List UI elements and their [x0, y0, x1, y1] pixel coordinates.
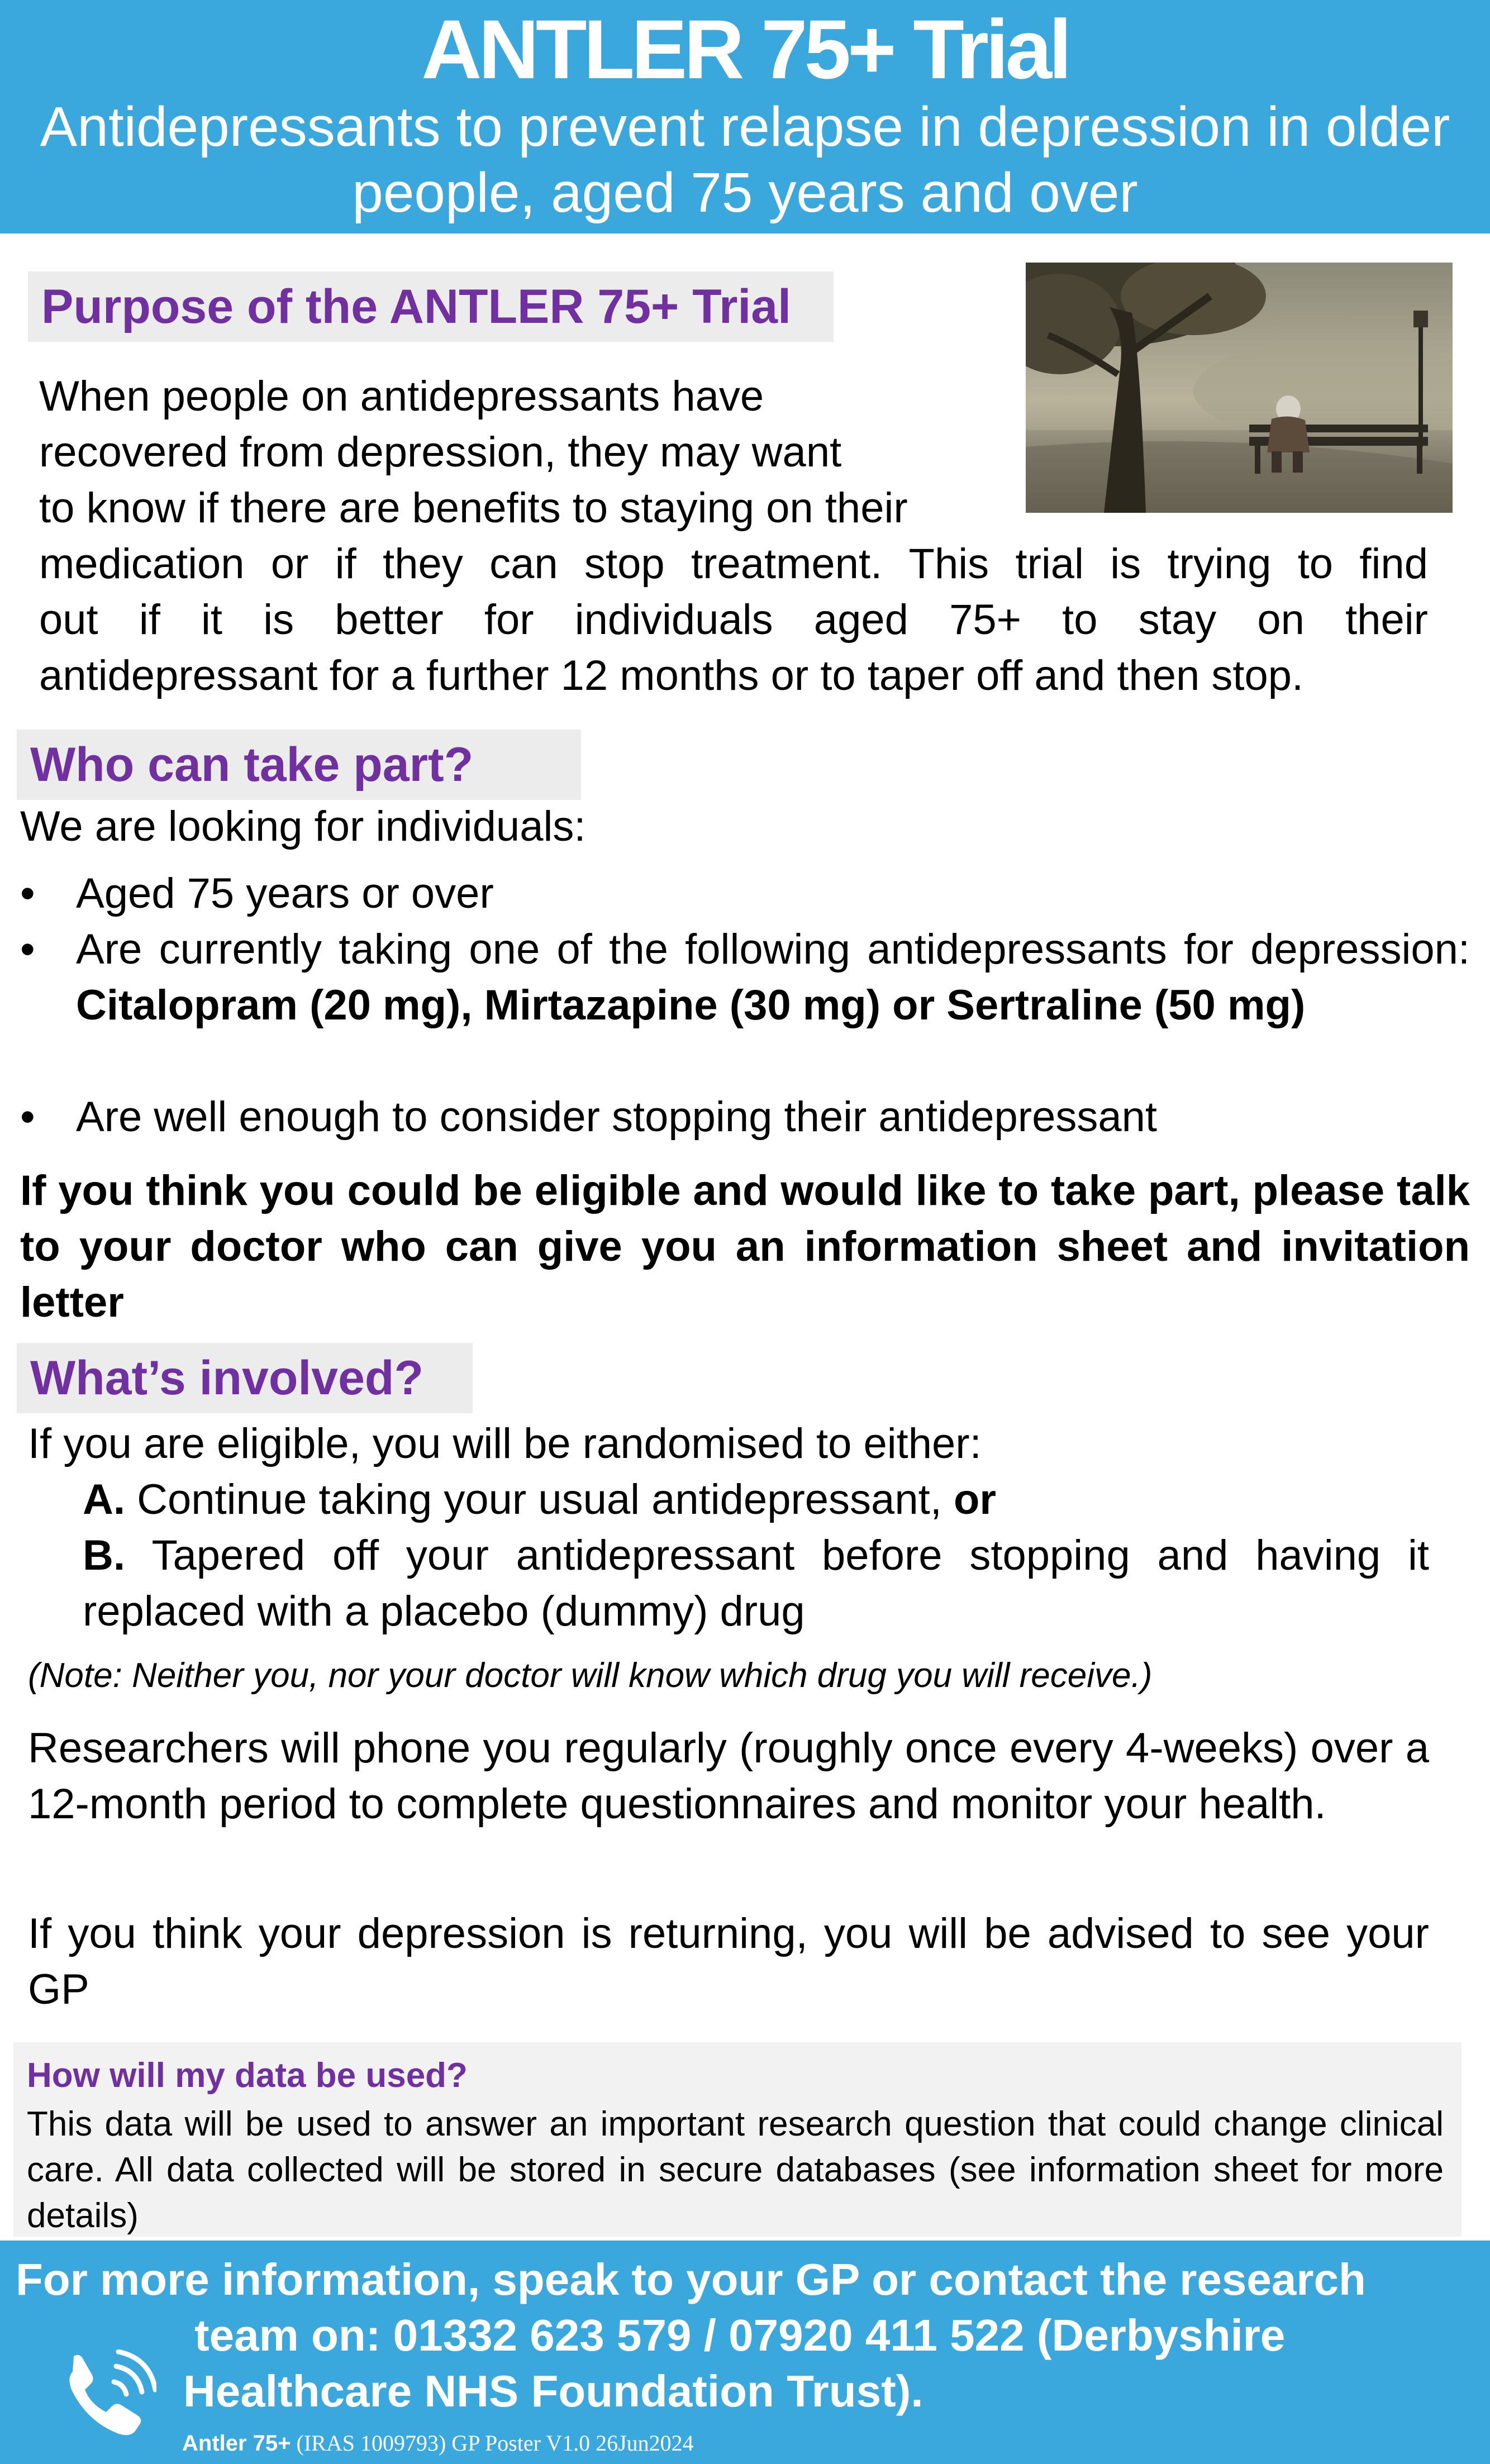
data-usage-text: This data will be used to answer an important research question that could change clinical care. All data collected will be stored in secure databases (see information sheet for more details)	[27, 2105, 1444, 2235]
word: their	[1345, 596, 1428, 644]
word: if	[335, 540, 356, 588]
bullet-text-prefix: Are currently taking one of the following antidepressants for depression:	[76, 926, 1470, 973]
data-usage-heading: How will my data be used?	[27, 2056, 468, 2095]
involved-heading: What’s involved?	[17, 1343, 473, 1413]
purpose-line: to know if there are benefits to staying on their	[39, 484, 908, 532]
researchers-paragraph: Researchers will phone you regularly (roughly once every 4-weeks) over a 12-month period to complete questionnaires and monitor your health.	[28, 1724, 1429, 1828]
purpose-line	[39, 536, 1428, 592]
footer-contact-line: Healthcare NHS Foundation Trust).	[183, 2366, 923, 2416]
word: stop	[584, 540, 665, 588]
bullet-dot: •	[20, 870, 35, 917]
word: treatment.	[691, 540, 883, 588]
word: to	[1062, 596, 1098, 644]
list-item	[20, 922, 1470, 1089]
bullet-text	[76, 922, 1470, 1033]
bullet-dot: •	[20, 926, 35, 973]
word: can	[489, 540, 558, 588]
bullet-dot: •	[20, 1093, 35, 1141]
option-b-text: Tapered off your antidepressant before stopping and having it replaced with a placebo (dummy) drug	[83, 1532, 1429, 1635]
eligibility-callout: If you think you could be eligible and would like to take part, please talk to your doctor who can give you an information sheet and invitation letter	[20, 1167, 1470, 1326]
footer-banner	[0, 2241, 1490, 2464]
data-usage-box	[13, 2042, 1462, 2237]
page-subtitle: Antidepressants to prevent relapse in depression in older people, aged 75 years and over	[40, 96, 1450, 224]
blinding-note: (Note: Neither you, nor your doctor will know which drug you will receive.)	[28, 1656, 1153, 1695]
purpose-heading: Purpose of the ANTLER 75+ Trial	[28, 271, 834, 342]
option-a-or: or	[953, 1476, 996, 1523]
word: better	[335, 596, 444, 644]
word: individuals	[574, 596, 773, 644]
header-banner	[0, 0, 1490, 233]
elderly-person-on-park-bench-image	[1026, 263, 1453, 513]
option-a	[83, 1472, 996, 1528]
word: or	[270, 540, 309, 588]
option-a-text: Continue taking your usual antidepressant,	[125, 1476, 954, 1523]
word: to	[1297, 540, 1334, 588]
involved-intro: If you are eligible, you will be randomised to either:	[28, 1420, 982, 1467]
document-reference-title: Antler 75+	[182, 2431, 291, 2456]
word: 75+	[949, 596, 1021, 644]
depression-returning-paragraph: If you think your depression is returning, you will be advised to see your GP	[28, 1910, 1429, 2013]
bullet-text: Aged 75 years or over	[76, 870, 494, 917]
word: aged	[813, 596, 908, 644]
purpose-line: When people on antidepressants have	[39, 373, 764, 420]
who-intro: We are looking for individuals:	[20, 803, 586, 850]
purpose-line: antidepressant for a further 12 months or to taper off and then stop.	[39, 652, 1304, 699]
bullet-text: Are well enough to consider stopping their antidepressant	[76, 1093, 1157, 1141]
option-a-letter: A.	[83, 1476, 125, 1523]
word: is	[263, 596, 294, 644]
word: on	[1257, 596, 1305, 644]
word: is	[1110, 540, 1141, 588]
word: trying	[1167, 540, 1272, 588]
page-title: ANTLER 75+ Trial	[421, 2, 1069, 96]
footer-contact-line: For more information, speak to your GP or contact the research	[16, 2255, 1366, 2304]
purpose-paragraph-full	[39, 536, 1428, 704]
phone-icon	[56, 2349, 156, 2444]
purpose-line: recovered from depression, they may want	[39, 428, 842, 476]
purpose-paragraph-narrow	[39, 369, 989, 536]
word: stay	[1138, 596, 1217, 644]
word: trial	[1015, 540, 1084, 588]
word: out	[39, 596, 98, 644]
word: they	[383, 540, 463, 588]
word: This	[908, 540, 989, 588]
option-b-letter: B.	[83, 1532, 125, 1579]
footer-contact-line: team on: 01332 623 579 / 07920 411 522 (Derbyshire	[194, 2310, 1286, 2360]
word: for	[484, 596, 534, 644]
purpose-line	[39, 592, 1428, 648]
drug-list: Citalopram (20 mg), Mirtazapine (30 mg) or Sertraline (50 mg)	[76, 981, 1306, 1029]
word: find	[1359, 540, 1428, 588]
document-reference	[182, 2429, 694, 2457]
who-heading: Who can take part?	[17, 730, 581, 800]
word: it	[201, 596, 223, 644]
word: medication	[39, 540, 245, 588]
word: if	[139, 596, 160, 644]
document-reference-details: (IRAS 1009793) GP Poster V1.0 26Jun2024	[291, 2430, 694, 2456]
option-b	[83, 1528, 1429, 1640]
